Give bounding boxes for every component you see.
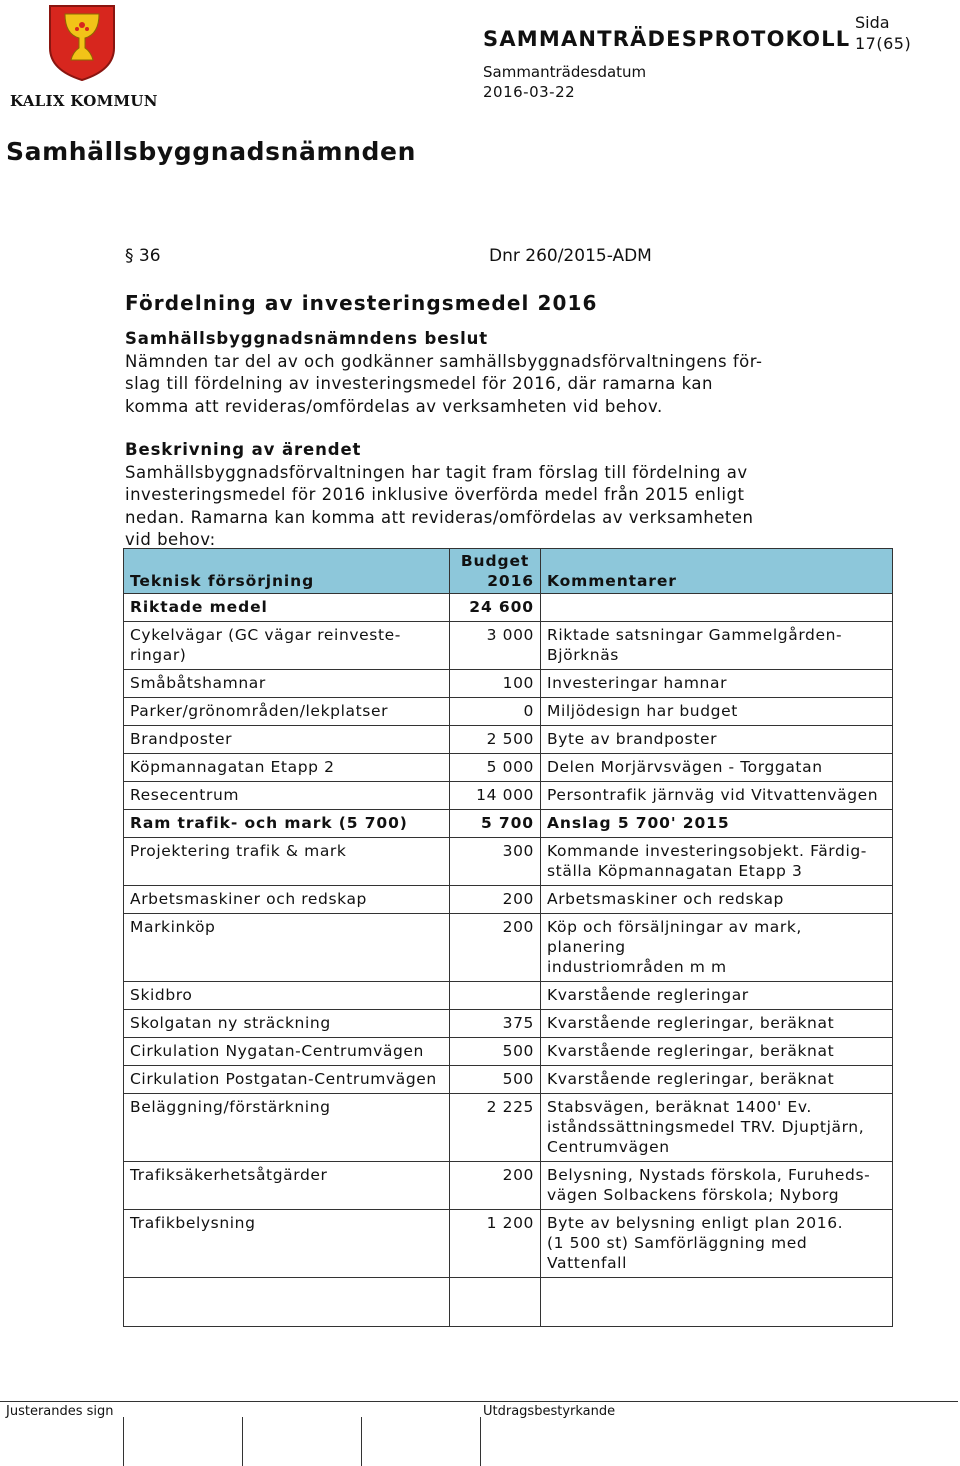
page-footer (0, 1401, 960, 1466)
meeting-date: 2016-03-22 (483, 83, 576, 101)
description-text (125, 462, 825, 552)
row-comment: Kommande investeringsobjekt. Färdig- ställa Köpmannagatan Etapp 3 (541, 838, 893, 886)
row-comment: Stabsvägen, beräknat 1400' Ev. iståndssättningsmedel TRV. Djuptjärn, Centrumvägen (541, 1094, 893, 1162)
signature-box-divider (242, 1417, 243, 1466)
row-budget-value: 375 (450, 1010, 541, 1038)
row-category: Resecentrum (124, 782, 450, 810)
decision-line: slag till fördelning av investeringsmedel för 2016, där ramarna kan (125, 374, 713, 393)
row-budget-value: 5 700 (450, 810, 541, 838)
description-section (125, 439, 825, 552)
row-category: Cykelvägar (GC vägar reinveste- ringar) (124, 622, 450, 670)
row-budget-value: 2 225 (450, 1094, 541, 1162)
row-budget-value: 200 (450, 914, 541, 982)
row-budget-value: 0 (450, 698, 541, 726)
table-row (124, 838, 893, 886)
decision-line: komma att revideras/omfördelas av verksamheten vid behov. (125, 396, 663, 416)
row-category: Markinköp (124, 914, 450, 982)
row-budget-value: 1 200 (450, 1210, 541, 1278)
row-category: Projektering trafik & mark (124, 838, 450, 886)
table-row (124, 810, 893, 838)
table-row (124, 670, 893, 698)
budget-header-line: Budget (460, 552, 530, 570)
row-comment: Arbetsmaskiner och redskap (541, 886, 893, 914)
description-line: vid behov: (125, 530, 216, 549)
row-budget-value: 200 (450, 886, 541, 914)
decision-heading: Samhällsbyggnadsnämndens beslut (125, 329, 489, 348)
row-comment (541, 594, 893, 622)
description-line: nedan. Ramarna kan komma att revideras/omfördelas av verksamheten (125, 507, 754, 527)
row-category (124, 1278, 450, 1327)
row-category: Parker/grönområden/lekplatser (124, 698, 450, 726)
row-category: Cirkulation Postgatan-Centrumvägen (124, 1066, 450, 1094)
investment-budget-table (123, 548, 893, 1327)
row-category: Småbåtshamnar (124, 670, 450, 698)
committee-name: Samhällsbyggnadsnämnden (6, 137, 417, 166)
row-budget-value: 100 (450, 670, 541, 698)
row-comment: Kvarstående regleringar, beräknat (541, 1010, 893, 1038)
row-category: Arbetsmaskiner och redskap (124, 886, 450, 914)
table-row (124, 622, 893, 670)
row-budget-value: 3 000 (450, 622, 541, 670)
table-row (124, 594, 893, 622)
decision-text (125, 351, 825, 419)
table-row (124, 886, 893, 914)
column-header-category: Teknisk försörjning (124, 549, 450, 594)
row-comment: Miljödesign har budget (541, 698, 893, 726)
table-row (124, 1162, 893, 1210)
table-row (124, 1210, 893, 1278)
kalix-kommun-logo (10, 4, 160, 112)
row-budget-value: 500 (450, 1038, 541, 1066)
diary-number: Dnr 260/2015-ADM (489, 246, 652, 266)
row-comment: Anslag 5 700' 2015 (541, 810, 893, 838)
description-heading: Beskrivning av ärendet (125, 440, 362, 459)
row-budget-value: 500 (450, 1066, 541, 1094)
row-category: Beläggning/förstärkning (124, 1094, 450, 1162)
paragraph-number: § 36 (125, 246, 161, 266)
row-comment: Kvarstående regleringar, beräknat (541, 1066, 893, 1094)
table-row (124, 782, 893, 810)
decision-section (125, 328, 825, 418)
table-row (124, 914, 893, 982)
meeting-date-label: Sammanträdesdatum (483, 63, 647, 81)
table-row (124, 726, 893, 754)
table-row (124, 698, 893, 726)
table-row (124, 982, 893, 1010)
row-budget-value: 300 (450, 838, 541, 886)
row-comment: Persontrafik järnväg vid Vitvattenvägen (541, 782, 893, 810)
table-row (124, 1038, 893, 1066)
row-comment: Belysning, Nystads förskola, Furuheds- vägen Solbackens förskola; Nyborg (541, 1162, 893, 1210)
footer-sign-label: Justerandes sign (6, 1404, 114, 1419)
column-header-budget (450, 549, 541, 594)
row-budget-value: 24 600 (450, 594, 541, 622)
description-line: Samhällsbyggnadsförvaltningen har tagit fram förslag till fördelning av (125, 462, 748, 482)
column-header-comments: Kommentarer (541, 549, 893, 594)
row-category: Trafiksäkerhetsåtgärder (124, 1162, 450, 1210)
row-comment: Riktade satsningar Gammelgården- Björknäs (541, 622, 893, 670)
row-category: Trafikbelysning (124, 1210, 450, 1278)
document-title: SAMMANTRÄDESPROTOKOLL (483, 27, 851, 51)
row-budget-value (450, 982, 541, 1010)
row-category: Skidbro (124, 982, 450, 1010)
footer-certification-label: Utdragsbestyrkande (483, 1404, 616, 1419)
row-category: Riktade medel (124, 594, 450, 622)
row-comment: Kvarstående regleringar (541, 982, 893, 1010)
page-number: 17(65) (855, 34, 912, 53)
description-line: investeringsmedel för 2016 inklusive överförda medel från 2015 enligt (125, 485, 745, 504)
table-row (124, 754, 893, 782)
row-budget-value: 2 500 (450, 726, 541, 754)
row-comment (541, 1278, 893, 1327)
table-row (124, 1094, 893, 1162)
logo-text: KALIX KOMMUN (10, 92, 158, 110)
row-comment: Byte av belysning enligt plan 2016. (1 500 st) Samförläggning med Vattenfall (541, 1210, 893, 1278)
table-row (124, 1066, 893, 1094)
coat-of-arms-icon (47, 4, 117, 82)
row-comment: Delen Morjärvsvägen - Torggatan (541, 754, 893, 782)
row-comment: Investeringar hamnar (541, 670, 893, 698)
footer-divider (0, 1401, 958, 1402)
decision-line: Nämnden tar del av och godkänner samhällsbyggnadsförvaltningens för- (125, 351, 763, 371)
row-budget-value: 200 (450, 1162, 541, 1210)
section-title: Fördelning av investeringsmedel 2016 (125, 291, 598, 315)
signature-box-divider (361, 1417, 362, 1466)
signature-box-divider (480, 1417, 481, 1466)
row-budget-value: 5 000 (450, 754, 541, 782)
page-label: Sida (855, 13, 890, 32)
row-budget-value: 14 000 (450, 782, 541, 810)
budget-header-year: 2016 (487, 572, 534, 590)
row-category: Ram trafik- och mark (5 700) (124, 810, 450, 838)
row-category: Brandposter (124, 726, 450, 754)
row-category: Cirkulation Nygatan-Centrumvägen (124, 1038, 450, 1066)
row-category: Köpmannagatan Etapp 2 (124, 754, 450, 782)
row-category: Skolgatan ny sträckning (124, 1010, 450, 1038)
table-row (124, 1010, 893, 1038)
row-budget-value (450, 1278, 541, 1327)
table-row (124, 1278, 893, 1327)
signature-box-divider (123, 1417, 124, 1466)
row-comment: Köp och försäljningar av mark, planering industriområden m m (541, 914, 893, 982)
row-comment: Kvarstående regleringar, beräknat (541, 1038, 893, 1066)
row-comment: Byte av brandposter (541, 726, 893, 754)
table-header-row (124, 549, 893, 594)
